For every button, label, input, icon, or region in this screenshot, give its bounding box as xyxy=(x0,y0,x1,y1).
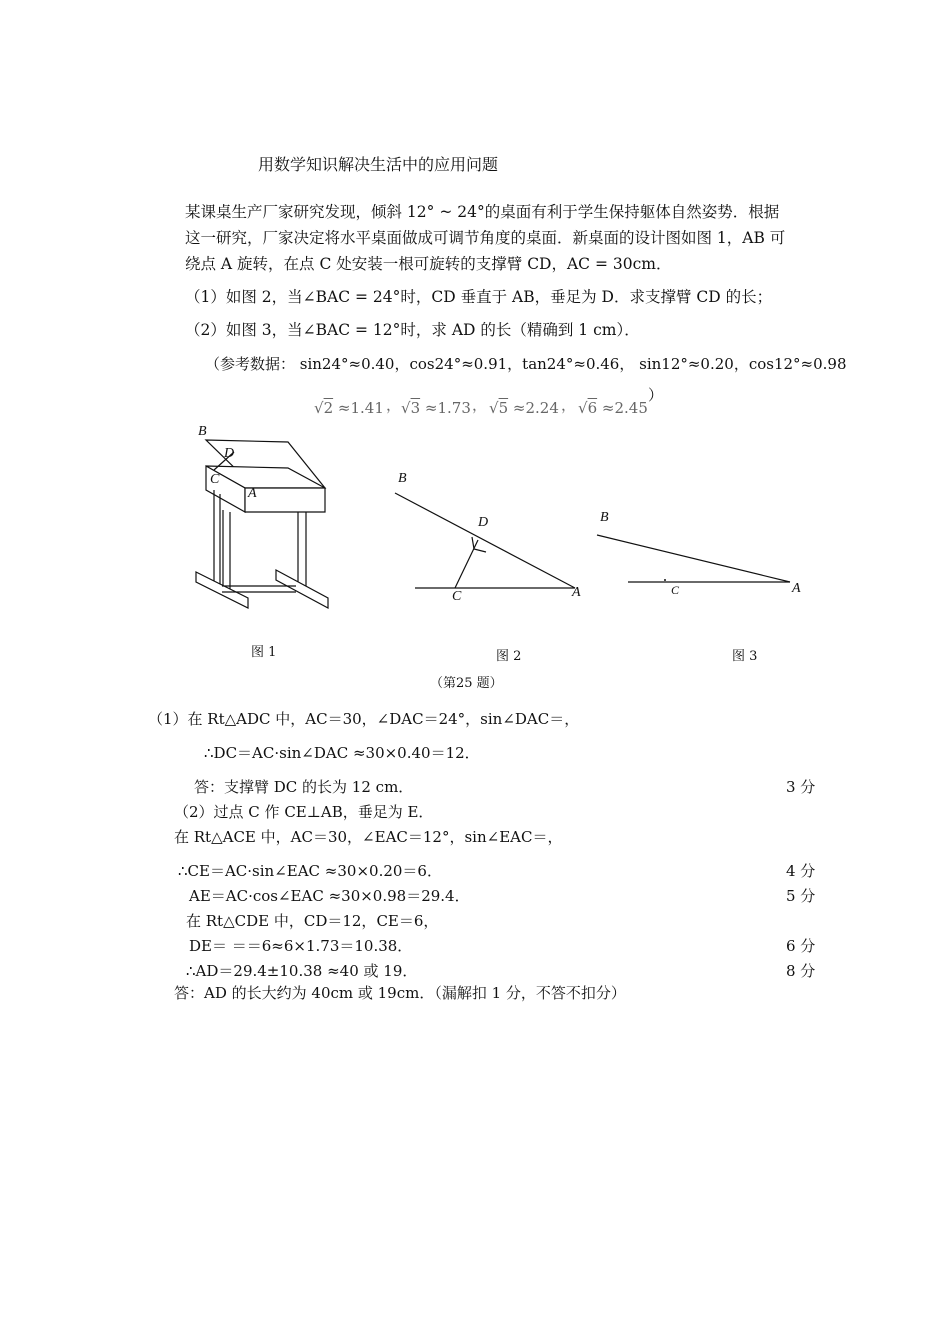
radical-icon: √ xyxy=(489,399,499,417)
score-3: 3 分 xyxy=(786,778,816,796)
sqrt-3-approx: ≈1.73 xyxy=(424,399,471,417)
sqrt-sep-3: ， xyxy=(561,396,577,414)
fig2-label-c: C xyxy=(452,589,462,604)
solution-line-4: （2）过点 C 作 CE⊥AB，垂足为 E． xyxy=(174,803,434,821)
desk-front-face xyxy=(245,488,325,512)
segment-ab xyxy=(395,493,575,588)
reference-close: ） xyxy=(648,386,664,404)
solution-line-8: 在 Rt△CDE 中，CD＝12，CE＝6， xyxy=(186,912,439,930)
caption-fig2: 图 2 xyxy=(496,649,522,664)
solution-line-6: ∴CE＝AC·sin∠EAC ≈30×0.20＝6． xyxy=(178,862,442,880)
fig1-label-d: D xyxy=(224,446,235,461)
solution-line-2: ∴DC＝AC·sin∠DAC ≈30×0.40＝12． xyxy=(204,744,480,762)
caption-fig1: 图 1 xyxy=(251,645,277,660)
figure-2-triangle xyxy=(395,493,575,588)
solution-line-9: DE＝ ＝＝6≈6×1.73＝10.38． xyxy=(189,937,413,955)
score-6: 6 分 xyxy=(786,937,816,955)
sqrt-6-approx: ≈2.45 xyxy=(601,399,648,417)
fig2-label-d: D xyxy=(478,515,489,530)
solution-line-11: 答：AD 的长大约为 40cm 或 19cm．（漏解扣 1 分，不答不扣分） xyxy=(174,984,626,1002)
radicand-5: 5 xyxy=(498,399,509,417)
problem-line-3: 绕点 A 旋转，在点 C 处安装一根可旋转的支撑臂 CD，AC = 30cm． xyxy=(185,255,672,273)
figure-3-triangle xyxy=(597,535,790,582)
solution-line-7: AE＝AC·cos∠EAC ≈30×0.98＝29.4． xyxy=(189,887,470,905)
caption-fig3: 图 3 xyxy=(732,649,758,664)
sqrt-2-approx: ≈1.41 xyxy=(337,399,384,417)
fig2-label-a: A xyxy=(572,585,581,600)
problem-line-2: 这一研究，厂家决定将水平桌面做成可调节角度的桌面．新桌面的设计图如图 1，AB 可 xyxy=(185,229,786,247)
fig1-label-a: A xyxy=(248,486,257,501)
segment-cd xyxy=(455,540,478,588)
radicand-3: 3 xyxy=(410,399,421,417)
problem-number: （第25 题） xyxy=(430,676,503,691)
problem-line-1: 某课桌生产厂家研究发现，倾斜 12° ~ 24°的桌面有利于学生保持躯体自然姿势．根据 xyxy=(185,203,780,221)
page-title: 用数学知识解决生活中的应用问题 xyxy=(258,155,499,174)
radicand-2: 2 xyxy=(323,399,334,417)
foot-left xyxy=(196,572,248,608)
radical-icon: √ xyxy=(401,399,411,417)
sqrt-sep-1: ， xyxy=(386,396,402,414)
solution-line-10: ∴AD＝29.4±10.38 ≈40 或 19． xyxy=(186,962,418,980)
score-8: 8 分 xyxy=(786,962,816,980)
point-c xyxy=(664,579,666,581)
score-5: 5 分 xyxy=(786,887,816,905)
radical-icon: √ xyxy=(578,399,588,417)
solution-line-5: 在 Rt△ACE 中，AC＝30，∠EAC＝12°，sin∠EAC＝， xyxy=(174,828,563,846)
figure-1-desk xyxy=(196,440,328,608)
reference-data: （参考数据： sin24°≈0.40，cos24°≈0.91，tan24°≈0.46， sin12°≈0.20，cos12°≈0.98 xyxy=(205,355,847,373)
foot-right xyxy=(276,570,328,608)
radical-icon: √ xyxy=(314,399,324,417)
fig3-label-b: B xyxy=(600,510,609,525)
score-4: 4 分 xyxy=(786,862,816,880)
radicand-6: 6 xyxy=(587,399,598,417)
solution-line-3: 答：支撑臂 DC 的长为 12 cm． xyxy=(194,778,414,796)
fig1-label-c: C xyxy=(210,472,220,487)
fig3-label-c: C xyxy=(671,583,680,597)
solution-line-1: （1）在 Rt△ADC 中，AC＝30，∠DAC＝24°，sin∠DAC＝， xyxy=(148,710,580,728)
question-1: （1）如图 2，当∠BAC = 24°时，CD 垂直于 AB，垂足为 D．求支撑臂 CD 的长； xyxy=(185,288,773,306)
fig1-label-b: B xyxy=(198,424,207,439)
sqrt-5-approx: ≈2.24 xyxy=(512,399,559,417)
fig2-label-b: B xyxy=(398,471,407,486)
segment-ab xyxy=(597,535,790,582)
fig3-label-a: A xyxy=(792,581,801,596)
question-2: （2）如图 3，当∠BAC = 12°时，求 AD 的长（精确到 1 cm）． xyxy=(185,321,640,339)
sqrt-sep-2: ， xyxy=(472,396,488,414)
